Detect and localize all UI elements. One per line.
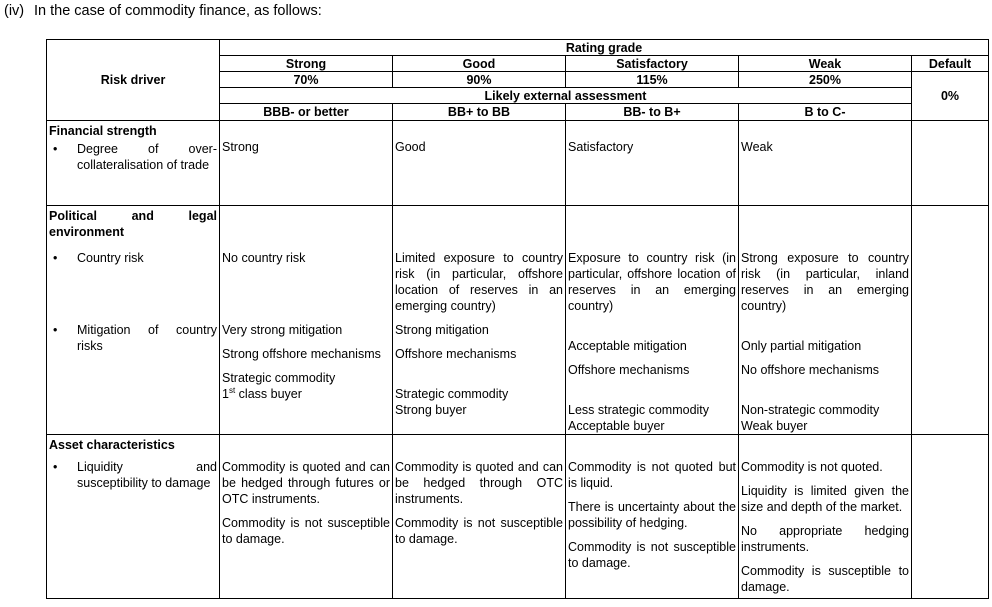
section-title-political: Political and legal environment	[49, 209, 217, 239]
asset-weak	[739, 435, 912, 599]
political-good	[393, 206, 566, 435]
bullet-icon: •	[53, 251, 58, 265]
cell-text: Strong offshore mechanisms	[222, 347, 381, 361]
pct-weak: 250%	[739, 72, 912, 88]
asset-default	[912, 435, 989, 599]
pct-strong: 70%	[220, 72, 393, 88]
intro-line	[4, 3, 322, 19]
ext-satisfactory: BB- to B+	[566, 104, 739, 121]
cell-line: Strategic commodity	[395, 387, 509, 401]
cell-text: Strong mitigation	[395, 323, 489, 337]
likely-external-header: Likely external assessment	[220, 88, 912, 104]
ext-weak: B to C-	[739, 104, 912, 121]
bullet-icon: •	[53, 460, 58, 474]
ext-strong: BBB- or better	[220, 104, 393, 121]
cell-text: Strong	[222, 140, 259, 154]
section-title-financial: Financial strength	[49, 124, 157, 138]
asset-good	[393, 435, 566, 599]
risk-driver-header: Risk driver	[47, 40, 220, 121]
cell-text: Commodity is not susceptible to damage.	[395, 516, 563, 546]
pct-satisfactory: 115%	[566, 72, 739, 88]
cell-text: There is uncertainty about the possibility of hedging.	[568, 500, 736, 530]
driver-label: Liquidity and susceptibility to damage	[77, 460, 217, 490]
cell-text: No offshore mechanisms	[741, 363, 880, 377]
cell-text	[566, 384, 738, 434]
driver-label: Degree of over-collateralisation of trade	[77, 142, 217, 172]
cell-text: Commodity is susceptible to damage.	[741, 564, 909, 594]
cell-text: Liquidity is limited given the size and depth of the market.	[741, 484, 909, 514]
intro-text: In the case of commodity finance, as follows:	[34, 3, 322, 19]
cell-text	[739, 384, 911, 434]
cell-text: Offshore mechanisms	[568, 363, 690, 377]
political-strong	[220, 206, 393, 435]
financial-weak	[739, 121, 912, 206]
asset-driver	[47, 435, 220, 599]
section-number: (iv)	[4, 3, 25, 19]
list-item	[47, 240, 219, 266]
driver-label: Country risk	[77, 251, 144, 265]
cell-text: Good	[395, 140, 426, 154]
list-item	[47, 453, 219, 491]
cell-text: Limited exposure to country risk (in particular, offshore location of reserves in an emerging country)	[395, 251, 563, 313]
cell-text: Strong exposure to country risk (in particular, inland reserves in an emerging country)	[741, 251, 909, 313]
pct-good: 90%	[393, 72, 566, 88]
grade-strong: Strong	[220, 56, 393, 72]
financial-good	[393, 121, 566, 206]
cell-text: Very strong mitigation	[222, 323, 343, 337]
cell-line: Acceptable buyer	[568, 419, 665, 433]
table-row-asset-characteristics	[47, 435, 989, 599]
cell-line-text: class buyer	[238, 387, 302, 401]
cell-line	[222, 386, 390, 402]
table-row-political-legal	[47, 206, 989, 435]
grade-default: Default	[912, 56, 989, 72]
cell-text: Commodity is not quoted but is liquid.	[568, 460, 736, 490]
bullet-icon: •	[53, 323, 58, 337]
table-row-financial-strength	[47, 121, 989, 206]
bullet-icon: •	[53, 142, 58, 156]
ordinal-suffix: st	[228, 385, 236, 395]
cell-text: Commodity is not quoted.	[741, 460, 883, 474]
political-driver	[47, 206, 220, 435]
cell-text: Offshore mechanisms	[395, 347, 517, 361]
cell-text: Exposure to country risk (in particular, offshore location of reserves in an emerging country)	[568, 251, 736, 313]
rating-grade-header: Rating grade	[220, 40, 989, 56]
cell-text	[393, 368, 565, 418]
cell-text: Commodity is quoted and can be hedged through futures or OTC instruments.	[222, 460, 390, 506]
list-item	[47, 266, 219, 354]
cell-line: Less strategic commodity	[568, 403, 710, 417]
cell-text: Only partial mitigation	[741, 339, 862, 353]
driver-label: Mitigation of country risks	[77, 323, 217, 353]
political-default	[912, 206, 989, 435]
cell-text	[220, 368, 392, 402]
ordinal-number: 1	[222, 387, 229, 401]
cell-text: No country risk	[222, 251, 306, 265]
cell-text: Acceptable mitigation	[568, 339, 687, 353]
financial-satisfactory	[566, 121, 739, 206]
section-title-asset: Asset characteristics	[49, 438, 175, 452]
cell-line: Strategic commodity	[222, 371, 336, 385]
list-item	[47, 139, 219, 173]
cell-text: Satisfactory	[568, 140, 634, 154]
political-satisfactory	[566, 206, 739, 435]
cell-text: Commodity is quoted and can be hedged through OTC instruments.	[395, 460, 563, 506]
grade-weak: Weak	[739, 56, 912, 72]
financial-strength-driver	[47, 121, 220, 206]
cell-line: Strong buyer	[395, 403, 467, 417]
commodity-finance-table	[46, 39, 989, 599]
grade-satisfactory: Satisfactory	[566, 56, 739, 72]
financial-default	[912, 121, 989, 206]
financial-strong	[220, 121, 393, 206]
political-weak	[739, 206, 912, 435]
cell-text: No appropriate hedging instruments.	[741, 524, 909, 554]
asset-strong	[220, 435, 393, 599]
cell-line: Non-strategic commodity	[741, 403, 880, 417]
pct-default: 0%	[912, 72, 989, 121]
cell-text: Commodity is not susceptible to damage.	[222, 516, 390, 546]
asset-satisfactory	[566, 435, 739, 599]
cell-text: Commodity is not susceptible to damage.	[568, 540, 736, 570]
grade-good: Good	[393, 56, 566, 72]
ext-good: BB+ to BB	[393, 104, 566, 121]
cell-line: Weak buyer	[741, 419, 808, 433]
cell-text: Weak	[741, 140, 773, 154]
